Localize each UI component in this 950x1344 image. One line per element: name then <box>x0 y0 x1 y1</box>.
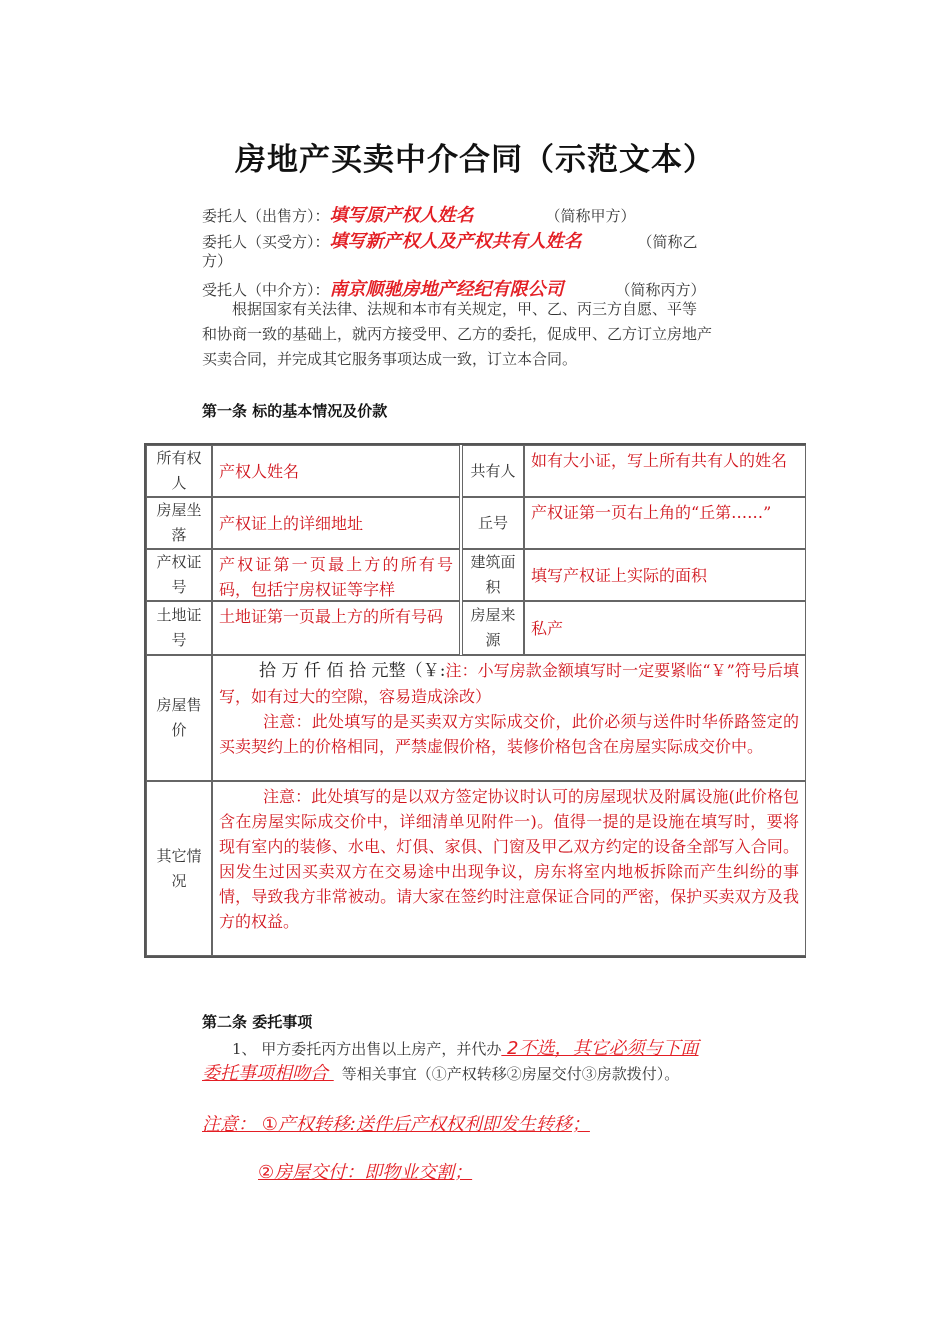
location-label-l2: 落 <box>171 526 187 544</box>
article2-item1-prefix: 1、 甲方委托丙方出售以上房产，并代办 <box>232 1040 502 1058</box>
owner-label-l1: 所有权 <box>156 449 202 467</box>
price-value[interactable] <box>212 655 806 781</box>
source-value[interactable]: 私产 <box>524 601 806 655</box>
preamble-line-1: 根据国家有关法律、法规和本市有关规定，甲、乙、丙三方自愿、平等 <box>232 300 698 318</box>
party-buyer-note: （简称乙 <box>637 233 698 251</box>
article2-note-b: ②房屋交付：即物业交割； <box>258 1162 473 1183</box>
preamble <box>202 297 762 372</box>
other-value[interactable]: 注意：此处填写的是以双方签定协议时认可的房屋现状及附属设施(此价格包含在房屋实际成交价中，详细清单见附件一)。值得一提的是设施在填写时，要将现有室内的装修、水电、灯俱、家俱、门窗及甲乙双方约定的设备全部写入合同。因发生过因买卖双方在交易途中出现争议，房东将室内地板拆除而产生纠纷的事情，导致我方非常被动。请大家在签约时注意保证合同的严密，保护买卖双方及我方的权益。 <box>212 781 806 956</box>
party-buyer-value: 填写新产权人及产权共有人姓名 <box>329 231 582 252</box>
price-note2: 注意：此处填写的是买卖双方实际成交价，此价必须与送件时华侨路签定的买卖契约上的价格相同，严禁虚假价格，装修价格包含在房屋实际成交价中。 <box>219 712 799 756</box>
area-label-l1: 建筑面 <box>470 553 516 571</box>
preamble-line-3: 买卖合同，并完成其它服务事项达成一致，订立本合同。 <box>202 350 578 368</box>
cert-value[interactable]: 产权证第一页最上方的所有号码，包括宁房权证等字样 <box>212 549 460 601</box>
lot-value[interactable]: 产权证第一页右上角的“丘第……” <box>524 497 806 549</box>
land-value[interactable]: 土地证第一页最上方的所有号码 <box>212 601 460 655</box>
article2-note-a: 注意： ①产权转移:送件后产权权利即发生转移； <box>202 1114 590 1135</box>
lot-label: 丘号 <box>462 497 524 549</box>
land-label-l1: 土地证 <box>156 606 202 624</box>
article2-item1-fill2[interactable]: 委托事项相吻合 <box>202 1063 334 1084</box>
source-label <box>462 601 524 655</box>
article2-heading: 第二条 委托事项 <box>202 1013 313 1031</box>
other-label-l2: 况 <box>171 871 187 890</box>
price-amount-line: 拾 万 仟 佰 拾 元整（￥: <box>259 661 446 681</box>
owner-value[interactable]: 产权人姓名 <box>212 445 460 497</box>
article2-item1-fill1[interactable]: 2不选，其它必须与下面 <box>501 1038 699 1059</box>
land-label-l2: 号 <box>171 631 187 649</box>
party-seller-note: （简称甲方） <box>545 207 636 225</box>
owner-label-l2: 人 <box>171 474 187 492</box>
party-buyer-note-wrap: 方） <box>202 252 233 270</box>
party-agent-label: 受托人（中介方）： <box>202 281 330 299</box>
co-owner-label: 共有人 <box>462 445 524 497</box>
cert-label-l1: 产权证 <box>156 553 202 571</box>
party-buyer-label: 委托人（买受方）： <box>202 233 330 251</box>
source-label-l2: 源 <box>485 631 501 649</box>
area-label-l2: 积 <box>485 578 501 596</box>
preamble-line-2: 和协商一致的基础上，就丙方接受甲、乙方的委托，促成甲、乙方订立房地产 <box>202 325 713 343</box>
price-label-l1: 房屋售 <box>156 696 202 714</box>
other-label-l1: 其它情 <box>156 846 202 865</box>
article2-item1 <box>232 1034 699 1060</box>
location-label <box>146 497 212 549</box>
page-title: 房地产买卖中介合同（示范文本） <box>235 142 715 178</box>
party-buyer <box>202 227 698 253</box>
article1-heading: 第一条 标的基本情况及价款 <box>202 402 388 420</box>
party-seller-value: 填写原产权人姓名 <box>329 205 474 226</box>
party-agent-note: （简称丙方） <box>615 281 706 299</box>
party-seller-label: 委托人（出售方）： <box>202 207 330 225</box>
price-label-l2: 价 <box>171 721 187 739</box>
location-value[interactable]: 产权证上的详细地址 <box>212 497 460 549</box>
property-table <box>144 443 806 958</box>
party-seller <box>202 201 636 227</box>
article2-item1-suffix: 等相关事宜（①产权转移②房屋交付③房款拨付）。 <box>341 1065 680 1083</box>
area-label <box>462 549 524 601</box>
owner-label <box>146 445 212 497</box>
cert-label-l2: 号 <box>171 578 187 596</box>
other-label <box>146 781 212 956</box>
party-agent-value: 南京顺驰房地产经纪有限公司 <box>329 279 564 300</box>
price-amount-note: 注：小写房款金额填写时一定要紧临“￥”符号后填写，如有过大的空隙，容易造成涂改） <box>219 661 799 706</box>
land-label <box>146 601 212 655</box>
location-label-l1: 房屋坐 <box>156 501 202 519</box>
source-label-l1: 房屋来 <box>470 606 516 624</box>
cert-label <box>146 549 212 601</box>
area-value[interactable]: 填写产权证上实际的面积 <box>524 549 806 601</box>
co-owner-value[interactable]: 如有大小证，写上所有共有人的姓名 <box>524 445 806 497</box>
article2-item1-cont <box>202 1059 679 1085</box>
price-label <box>146 655 212 781</box>
